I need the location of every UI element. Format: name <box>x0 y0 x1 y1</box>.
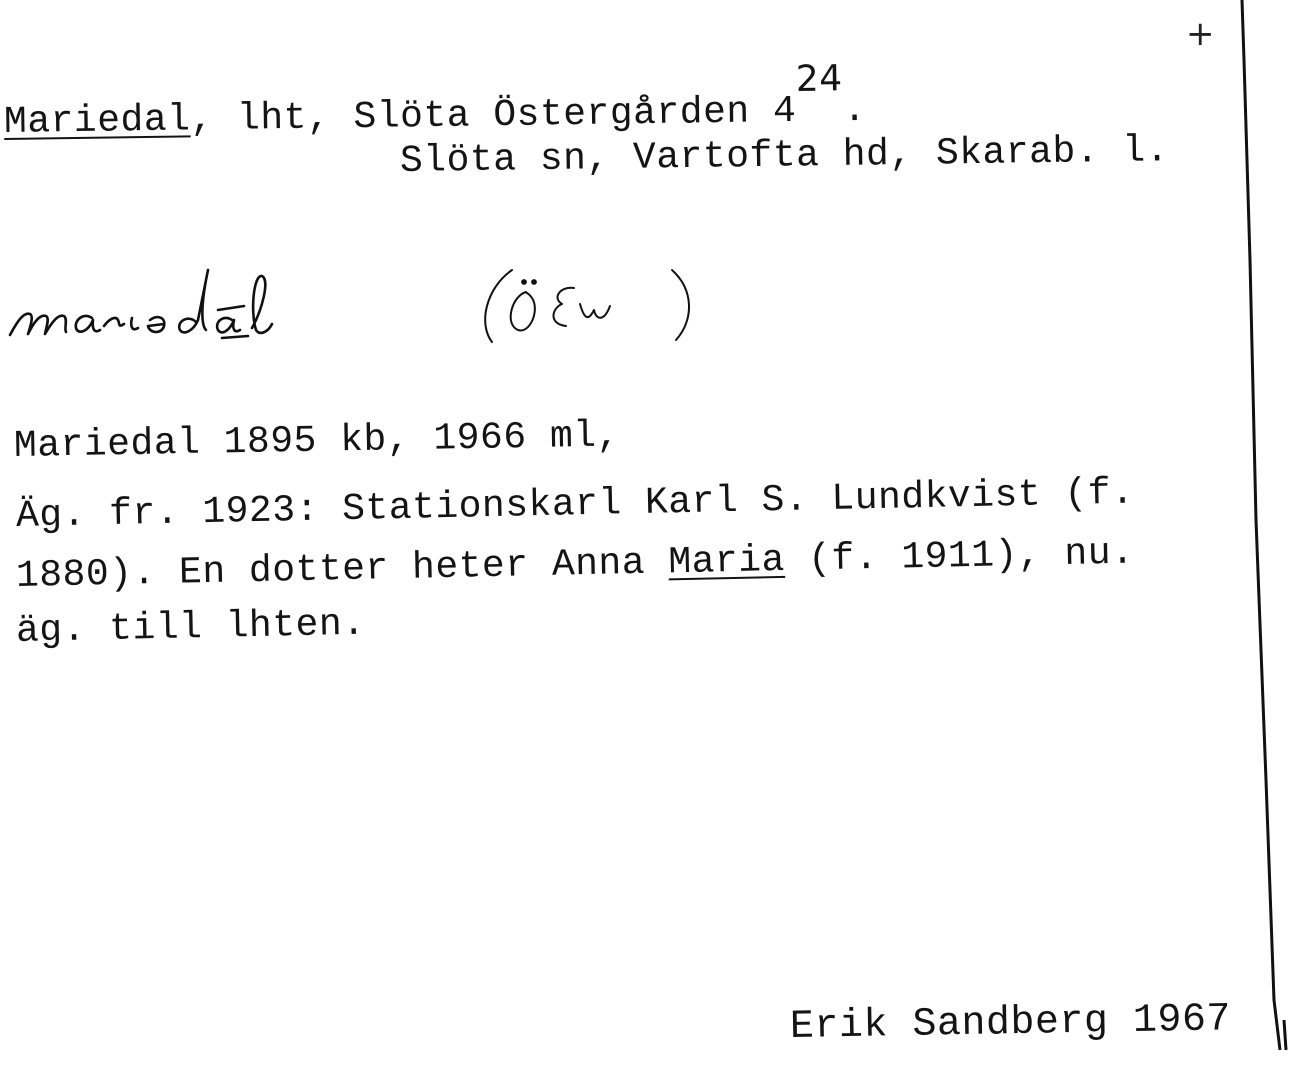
heading-superscript: 24 <box>795 58 843 100</box>
heading-period: . <box>842 88 867 133</box>
corner-plus-mark: + <box>1186 14 1215 54</box>
source-line: Mariedal 1895 kb, 1966 ml, <box>13 414 621 468</box>
body-line-2-start: 1880). En dotter heter Anna <box>15 541 669 598</box>
card-right-edge <box>1230 0 1290 1074</box>
underlined-name: Maria <box>667 538 786 585</box>
signature: Erik Sandberg 1967 <box>789 997 1232 1050</box>
handwritten-pronunciation <box>0 240 720 350</box>
body-line-1: Äg. fr. 1923: Stationskarl Karl S. Lundkvist (f. <box>15 471 1135 538</box>
body-line-2-end: (f. 1911), nu. <box>784 531 1135 582</box>
place-name: Mariedal <box>3 98 191 144</box>
heading-line-2: Slöta sn, Vartofta hd, Skarab. l. <box>399 129 1170 183</box>
body-line-3: äg. till lhten. <box>15 602 366 653</box>
heading-rest: , lht, Slöta Östergården 4 <box>190 89 797 142</box>
body-line-2 <box>16 532 1135 598</box>
